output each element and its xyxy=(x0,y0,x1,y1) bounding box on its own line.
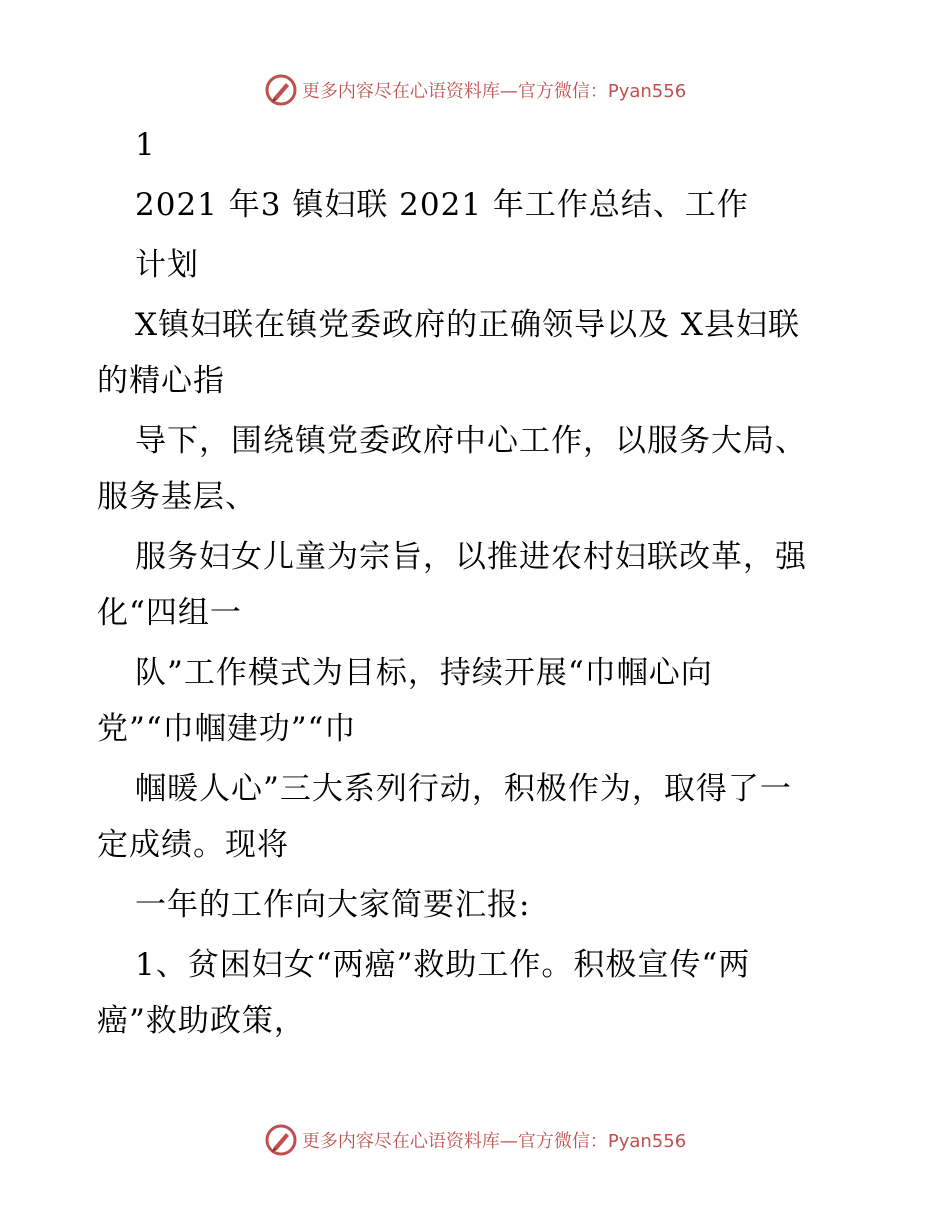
watermark-text: 更多内容尽在心语资料库—官方微信：Pyan556 xyxy=(301,81,687,102)
doc-line: 服务妇女儿童为宗旨，以推进农村妇联改革，强 xyxy=(135,539,807,575)
watermark-text: 更多内容尽在心语资料库—官方微信：Pyan556 xyxy=(301,1131,687,1152)
doc-line: 化“四组一 xyxy=(97,595,242,631)
doc-line: 癌”救助政策， xyxy=(97,1003,306,1039)
footer-watermark xyxy=(0,1120,950,1160)
doc-line: 计划 xyxy=(135,247,199,283)
doc-line: 一年的工作向大家简要汇报: xyxy=(135,887,531,923)
header-watermark xyxy=(0,70,950,110)
pen-logo-icon xyxy=(264,1123,298,1157)
doc-line: 导下，围绕镇党委政府中心工作，以服务大局、 xyxy=(135,423,807,459)
doc-line: 1、贫困妇女“两癌”救助工作。积极宣传“两 xyxy=(135,947,751,983)
doc-line: 帼暖人心”三大系列行动，积极作为，取得了一 xyxy=(135,771,792,807)
doc-line: 的精心指 xyxy=(97,363,225,399)
page-number: 1 xyxy=(135,127,156,163)
pen-logo-icon xyxy=(264,73,298,107)
doc-line: 服务基层、 xyxy=(97,479,257,515)
doc-line: 队”工作模式为目标，持续开展“巾帼心向 xyxy=(135,655,713,691)
doc-line: 定成绩。现将 xyxy=(97,827,289,863)
doc-line: 党”“巾帼建功”“巾 xyxy=(97,711,357,747)
doc-line: 2021 年3 镇妇联 2021 年工作总结、工作 xyxy=(135,187,749,223)
doc-line: X镇妇联在镇党委政府的正确领导以及 X县妇联 xyxy=(135,307,800,343)
